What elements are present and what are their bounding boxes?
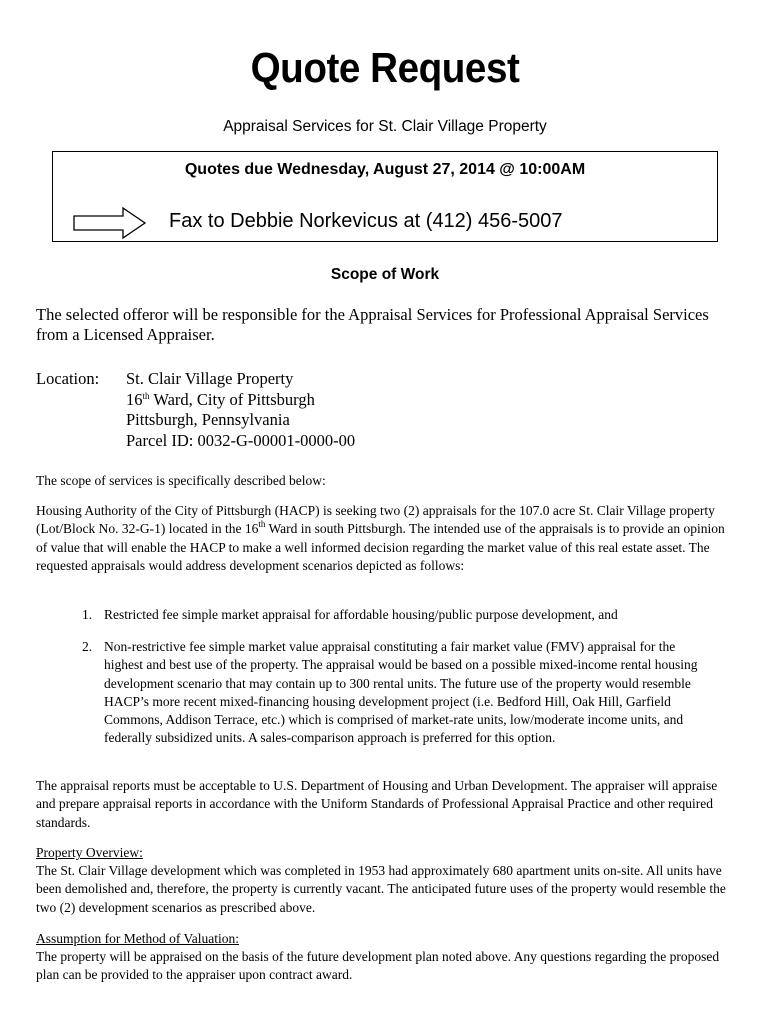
property-overview-heading: Property Overview: xyxy=(36,845,143,860)
hacp-paragraph: Housing Authority of the City of Pittsburgh (HACP) is seeking two (2) appraisals for the 107.0 acre St. Clair Village property (Lot/Block No. 32-G-1) located in the 16th Ward in south Pittsburgh. The intended use of the appraisals is to provide an opinion of value that will enable the HACP to make a well informed decision regarding the market value of this real estate asset. The requested appraisals would address development scenarios depicted as follows: xyxy=(36,503,725,573)
quotes-due-text: Quotes due Wednesday, August 27, 2014 @ 10:00AM xyxy=(184,161,586,178)
intro-paragraph: The selected offeror will be responsible for the Appraisal Services for Professional Appraisal Services from a Licensed Appraiser. xyxy=(36,305,709,344)
location-address xyxy=(126,369,355,451)
property-overview-text: The St. Clair Village development which was completed in 1953 had approximately 680 apartment units on-site. All units have been demolished and, therefore, the property is currently vacant. The anticipated future uses of the property would resemble the two (2) development scenarios as prescribed above. xyxy=(36,863,726,915)
notice-box xyxy=(52,151,718,242)
fax-instruction: Fax to Debbie Norkevicus at (412) 456-5007 xyxy=(169,210,563,232)
scope-heading: Scope of Work xyxy=(330,266,440,283)
page-title: Quote Request xyxy=(250,44,520,91)
valuation-heading: Assumption for Method of Valuation: xyxy=(36,931,239,946)
location-line-1: St. Clair Village Property xyxy=(126,369,294,388)
location-line-2: 16th Ward, City of Pittsburgh xyxy=(126,389,315,409)
valuation-text: The property will be appraised on the basis of the future development plan noted above. Any questions regarding the proposed plan can be provided to the appraiser upon contract award. xyxy=(36,949,720,983)
location-line-4: Parcel ID: 0032-G-00001-0000-00 xyxy=(126,430,356,450)
acceptance-paragraph: The appraisal reports must be acceptable to U.S. Department of Housing and Urban Development. The appraiser will appraise and prepare appraisal reports in accordance with the Uniform Standards of Professional Appraisal Practice and other required standards. xyxy=(36,778,718,830)
page-subtitle: Appraisal Services for St. Clair Village Property xyxy=(223,118,547,135)
scope-intro: The scope of services is specifically described below: xyxy=(36,473,326,488)
location-label: Location: xyxy=(36,369,100,388)
right-arrow-icon xyxy=(73,206,147,240)
location-line-3: Pittsburgh, Pennsylvania xyxy=(126,410,290,429)
